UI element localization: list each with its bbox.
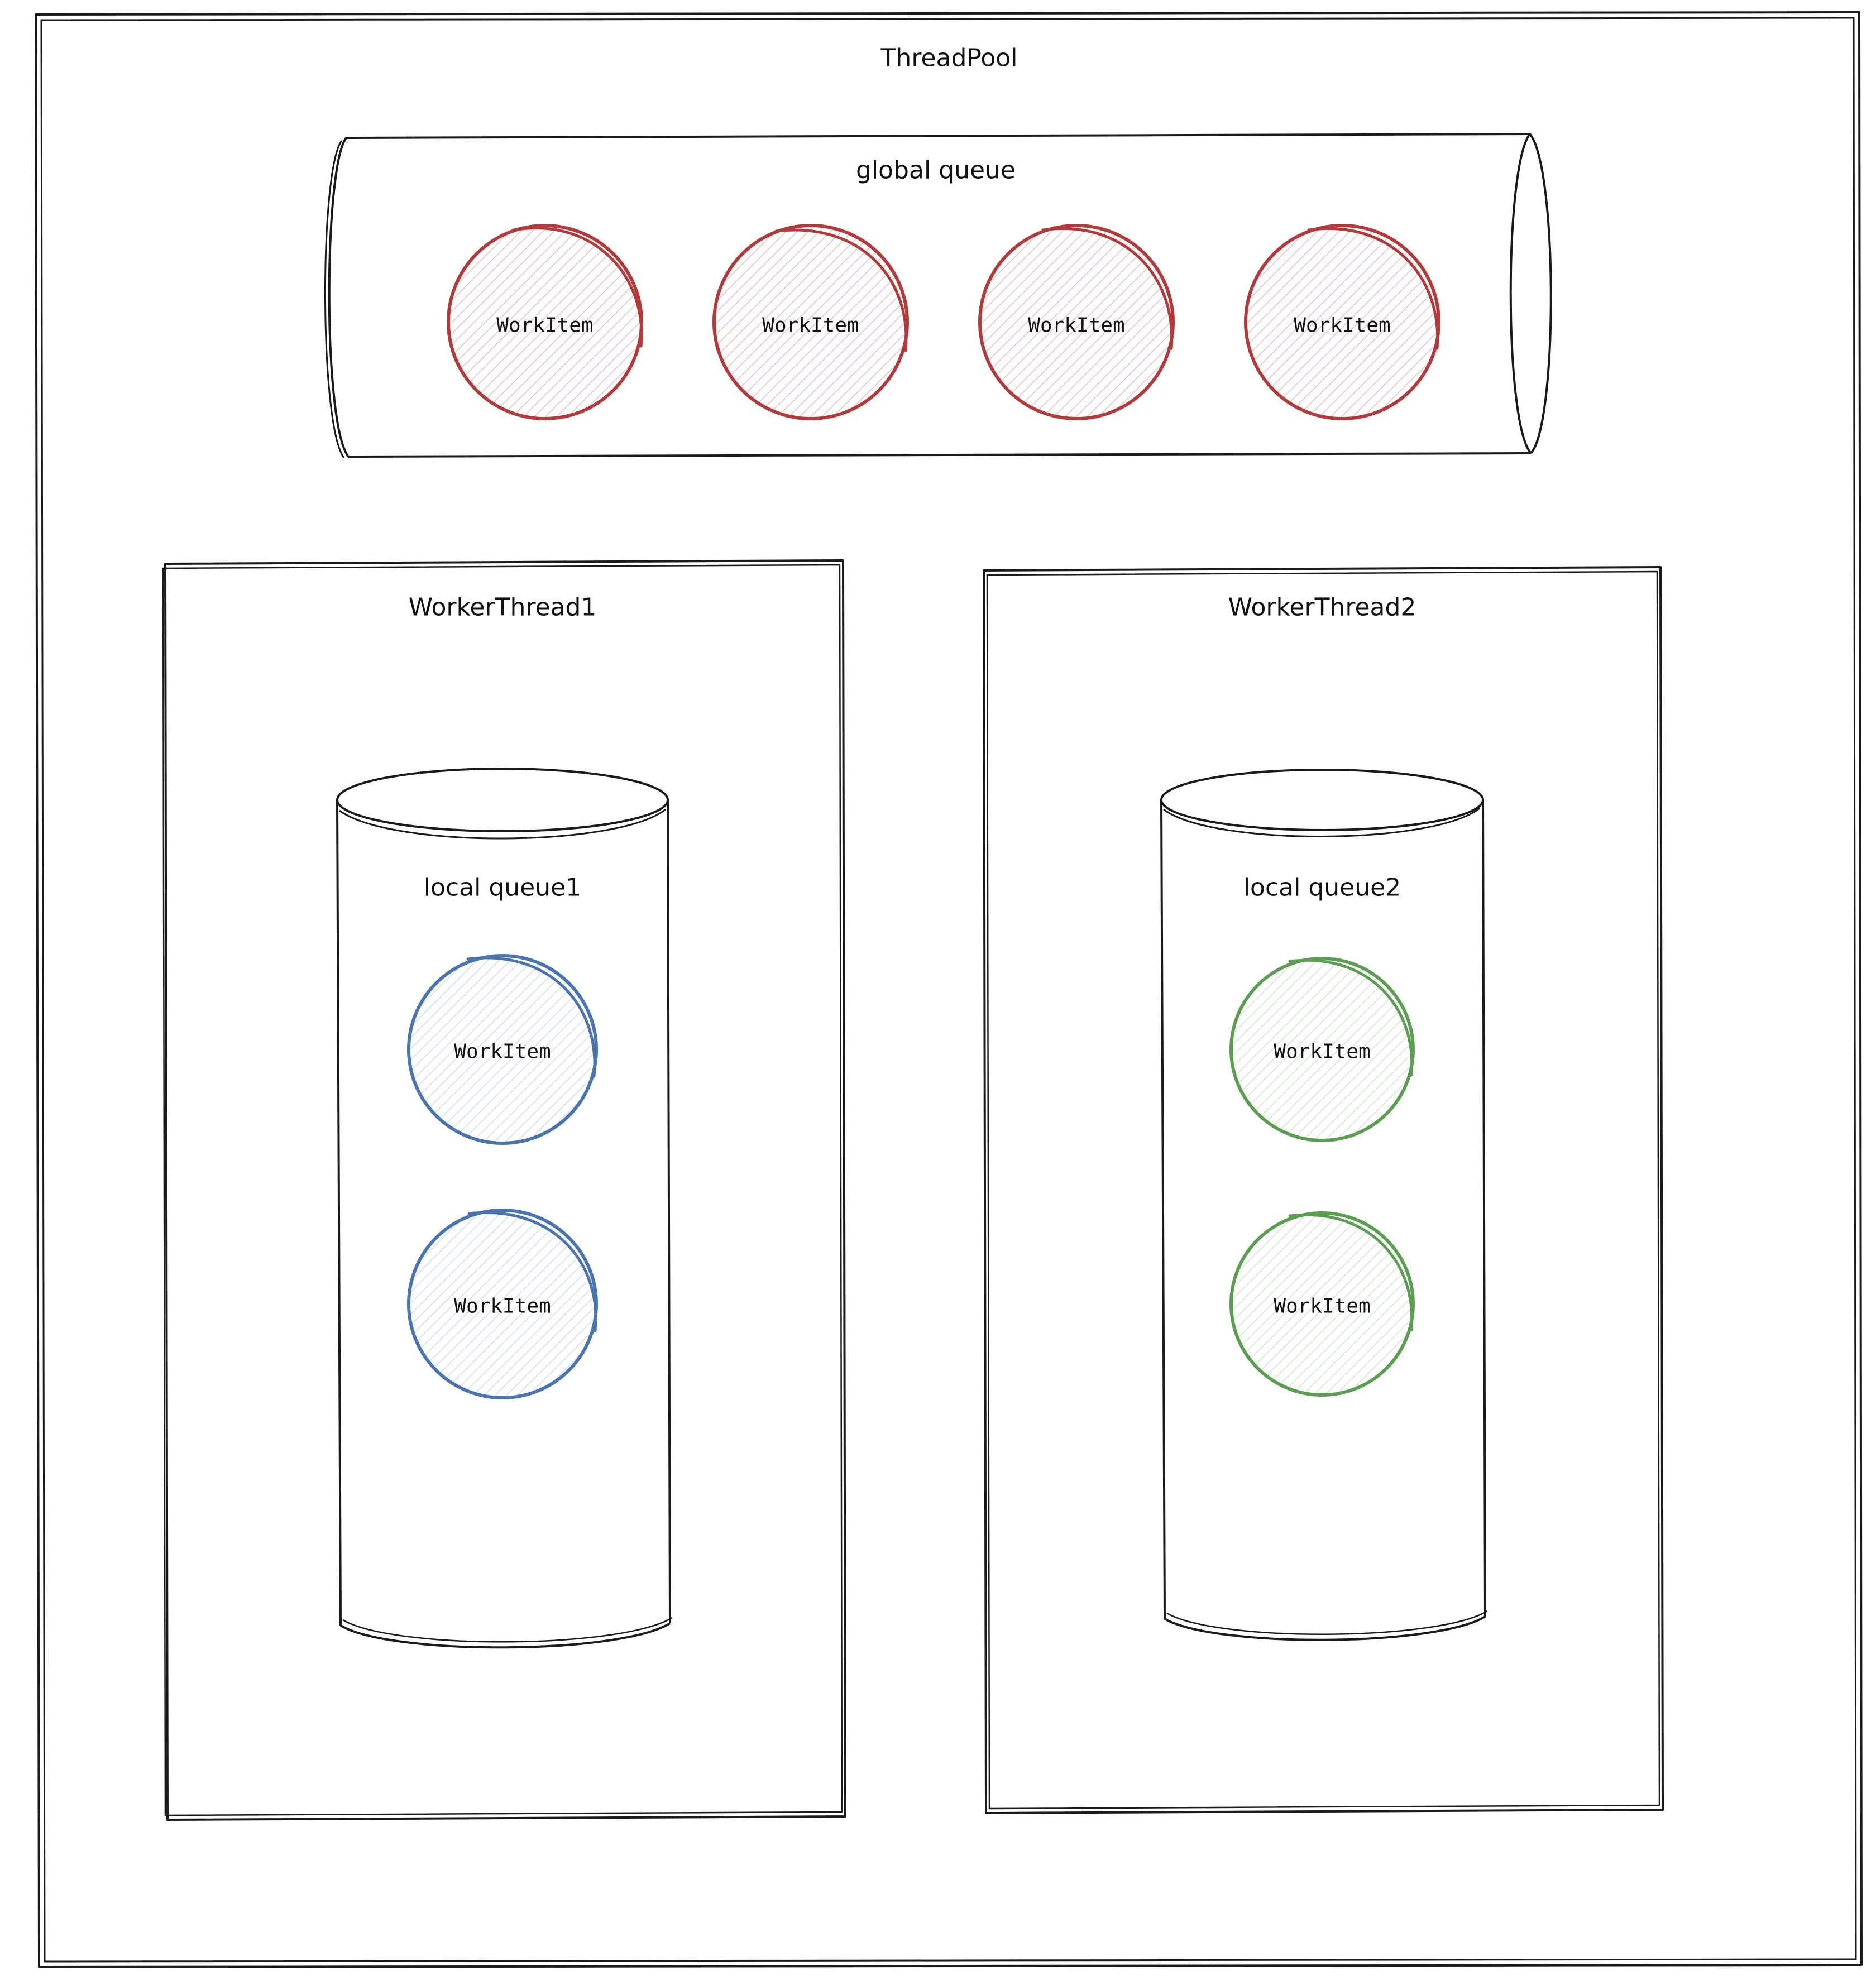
workerthread2-label: WorkerThread2 [1228,593,1416,622]
local2-workitem-label: WorkItem [1274,1294,1371,1318]
workerthread1-label: WorkerThread1 [408,593,597,622]
local-queue1-label: local queue1 [423,873,582,902]
global-queue-label: global queue [855,156,1016,185]
global-queue-items [448,226,1439,419]
global-workitem-label: WorkItem [1294,314,1391,337]
global-workitem-label: WorkItem [1028,314,1125,337]
workerthread1-container [163,560,845,1820]
local1-workitem-label: WorkItem [454,1294,551,1318]
local2-workitem-label: WorkItem [1274,1040,1371,1063]
workerthread2-container [984,567,1663,1813]
global-workitem-label: WorkItem [762,314,859,337]
global-workitem-label: WorkItem [496,314,594,337]
threadpool-container [36,12,1861,1967]
local1-workitem-label: WorkItem [454,1040,551,1063]
local-queue1-items [409,956,596,1398]
local-queue2-items [1231,958,1413,1395]
diagram-title: ThreadPool [880,44,1018,73]
local-queue2-label: local queue2 [1243,873,1401,902]
